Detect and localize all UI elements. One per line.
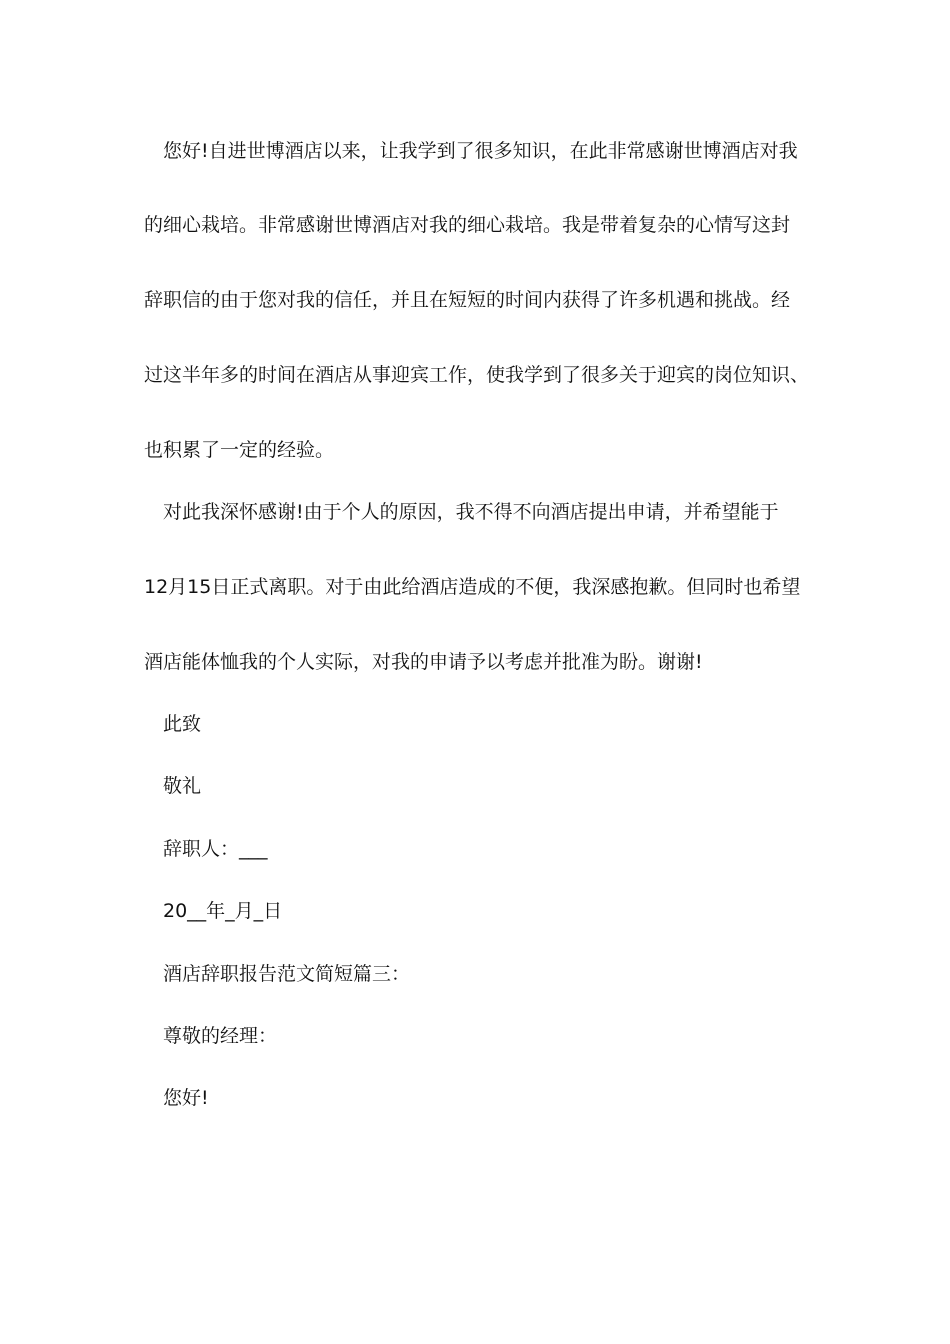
- paragraph-1-line-2: 的细心栽培。非常感谢世博酒店对我的细心栽培。我是带着复杂的心情写这封: [144, 214, 791, 236]
- date-line: 20__年_月_日: [163, 900, 283, 922]
- paragraph-2-line-1: 对此我深怀感谢!由于个人的原因，我不得不向酒店提出申请，并希望能于: [163, 501, 779, 523]
- paragraph-1-line-5: 也积累了一定的经验。: [144, 439, 335, 461]
- greeting-text: 您好!: [163, 1087, 209, 1109]
- paragraph-2-line-2: 12月15日正式离职。对于由此给酒店造成的不便，我深感抱歉。但同时也希望: [144, 576, 801, 598]
- paragraph-1-line-3: 辞职信的由于您对我的信任，并且在短短的时间内获得了许多机遇和挑战。经: [144, 289, 791, 311]
- paragraph-1-line-4: 过这半年多的时间在酒店从事迎宾工作，使我学到了很多关于迎宾的岗位知识、: [144, 364, 810, 386]
- paragraph-2-line-3: 酒店能体恤我的个人实际，对我的申请予以考虑并批准为盼。谢谢!: [144, 651, 703, 673]
- paragraph-1-line-1: 您好!自进世博酒店以来，让我学到了很多知识，在此非常感谢世博酒店对我: [163, 140, 798, 162]
- signature-line: 辞职人：___: [163, 838, 268, 860]
- recipient-greeting: 尊敬的经理：: [163, 1025, 278, 1047]
- salute-text: 敬礼: [163, 775, 202, 797]
- closing-text: 此致: [163, 713, 202, 735]
- next-section-title: 酒店辞职报告范文简短篇三：: [163, 963, 411, 985]
